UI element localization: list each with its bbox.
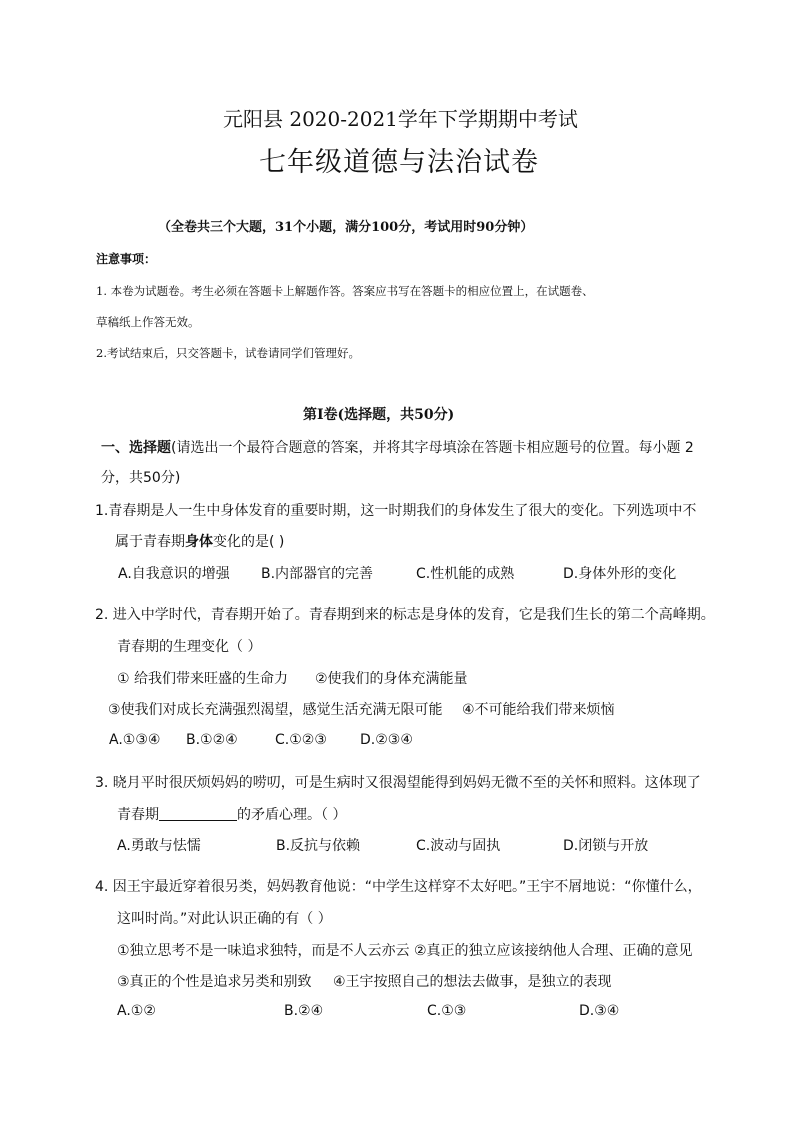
q1-stem-cont xyxy=(115,531,284,551)
q4-stem-cont: 这叫时尚。”对此认识正确的有（ ） xyxy=(117,911,332,927)
notes-line-1: 1. 本卷为试题卷。考生必须在答题卡上解题作答。答案应书写在答题卡的相应位置上，在试题卷、 xyxy=(96,284,594,298)
section-desc: (请选出一个最符合题意的答案，并将其字母填涂在答题卡相应题号的位置。每小题 2 xyxy=(171,440,694,456)
q2-statement-1: ① 给我们带来旺盛的生命力 xyxy=(117,671,289,687)
q2-option-b: B.①②④ xyxy=(186,732,238,748)
q1-option-c: C.性机能的成熟 xyxy=(416,566,515,582)
q4-statements-1-2: ①独立思考不是一味追求独特，而是不人云亦云 ②真正的独立应该接纳他人合理、正确的意见 xyxy=(117,943,693,959)
q3-option-d: D.闭锁与开放 xyxy=(563,838,649,854)
q3-option-a: A.勇敢与怯懦 xyxy=(117,838,201,854)
q3-stem-part: 青春期 xyxy=(117,807,159,823)
q4-option-d: D.③④ xyxy=(579,1003,620,1019)
section-instruction xyxy=(101,437,694,457)
q4-stem: 4. 因王宇最近穿着很另类，妈妈教育他说：“中学生这样穿不太好吧。”王宇不屑地说：“你懂什么， xyxy=(95,879,702,895)
q3-stem-cont xyxy=(117,804,346,824)
notes-heading: 注意事项： xyxy=(96,252,157,266)
q2-option-c: C.①②③ xyxy=(275,732,327,748)
paper-title: 七年级道德与法治试卷 xyxy=(259,147,539,178)
q3-stem: 3. 晓月平时很厌烦妈妈的唠叨，可是生病时又很渴望能得到妈妈无微不至的关怀和照料。这体现了 xyxy=(95,775,701,791)
q2-stem-cont: 青春期的生理变化（ ） xyxy=(117,639,262,655)
answer-blank xyxy=(159,806,237,821)
q1-stem-part: 变化的是( ) xyxy=(213,534,285,550)
q2-option-d: D.②③④ xyxy=(360,732,413,748)
q1-stem: 1.青春期是人一生中身体发育的重要时期，这一时期我们的身体发生了很大的变化。下列选项中不 xyxy=(95,503,697,519)
q1-option-a: A.自我意识的增强 xyxy=(118,566,230,582)
notes-line-2: 2.考试结束后，只交答题卡，试卷请同学们管理好。 xyxy=(96,346,360,360)
notes-line-1-cont: 草稿纸上作答无效。 xyxy=(96,315,200,329)
part1-heading: 第Ⅰ卷(选择题，共50分) xyxy=(303,407,455,423)
section-desc-cont: 分，共50分) xyxy=(101,470,181,486)
q2-statement-2: ②使我们的身体充满能量 xyxy=(315,671,468,687)
section-label: 一、选择题 xyxy=(101,440,171,456)
q2-stem: 2. 进入中学时代，青春期开始了。青春期到来的标志是身体的发育，它是我们生长的第二个高峰期。 xyxy=(95,607,715,623)
q2-option-a: A.①③④ xyxy=(109,732,161,748)
q4-option-a: A.①② xyxy=(117,1003,156,1019)
q1-option-d: D.身体外形的变化 xyxy=(563,566,677,582)
q3-option-c: C.波动与固执 xyxy=(416,838,501,854)
q1-option-b: B.内部器官的完善 xyxy=(261,566,374,582)
q3-stem-part: 的矛盾心理。（ ） xyxy=(237,807,347,823)
q2-statement-4: ④不可能给我们带来烦恼 xyxy=(462,702,615,718)
q3-option-b: B.反抗与依赖 xyxy=(276,838,361,854)
exam-title: 元阳县 2020-2021学年下学期期中考试 xyxy=(223,107,578,131)
q1-stem-part: 属于青春期 xyxy=(115,534,185,550)
q2-statement-3: ③使我们对成长充满强烈渴望，感觉生活充满无限可能 xyxy=(108,702,443,718)
q4-statement-4: ④王宇按照自己的想法去做事，是独立的表现 xyxy=(333,974,612,990)
exam-info: （全卷共三个大题，31个小题，满分100分，考试用时90分钟） xyxy=(158,220,534,235)
q4-option-c: C.①③ xyxy=(427,1003,467,1019)
q4-statement-3: ③真正的个性是追求另类和别致 xyxy=(117,974,312,990)
q4-option-b: B.②④ xyxy=(284,1003,324,1019)
q1-stem-emphasis: 身体 xyxy=(185,534,213,550)
